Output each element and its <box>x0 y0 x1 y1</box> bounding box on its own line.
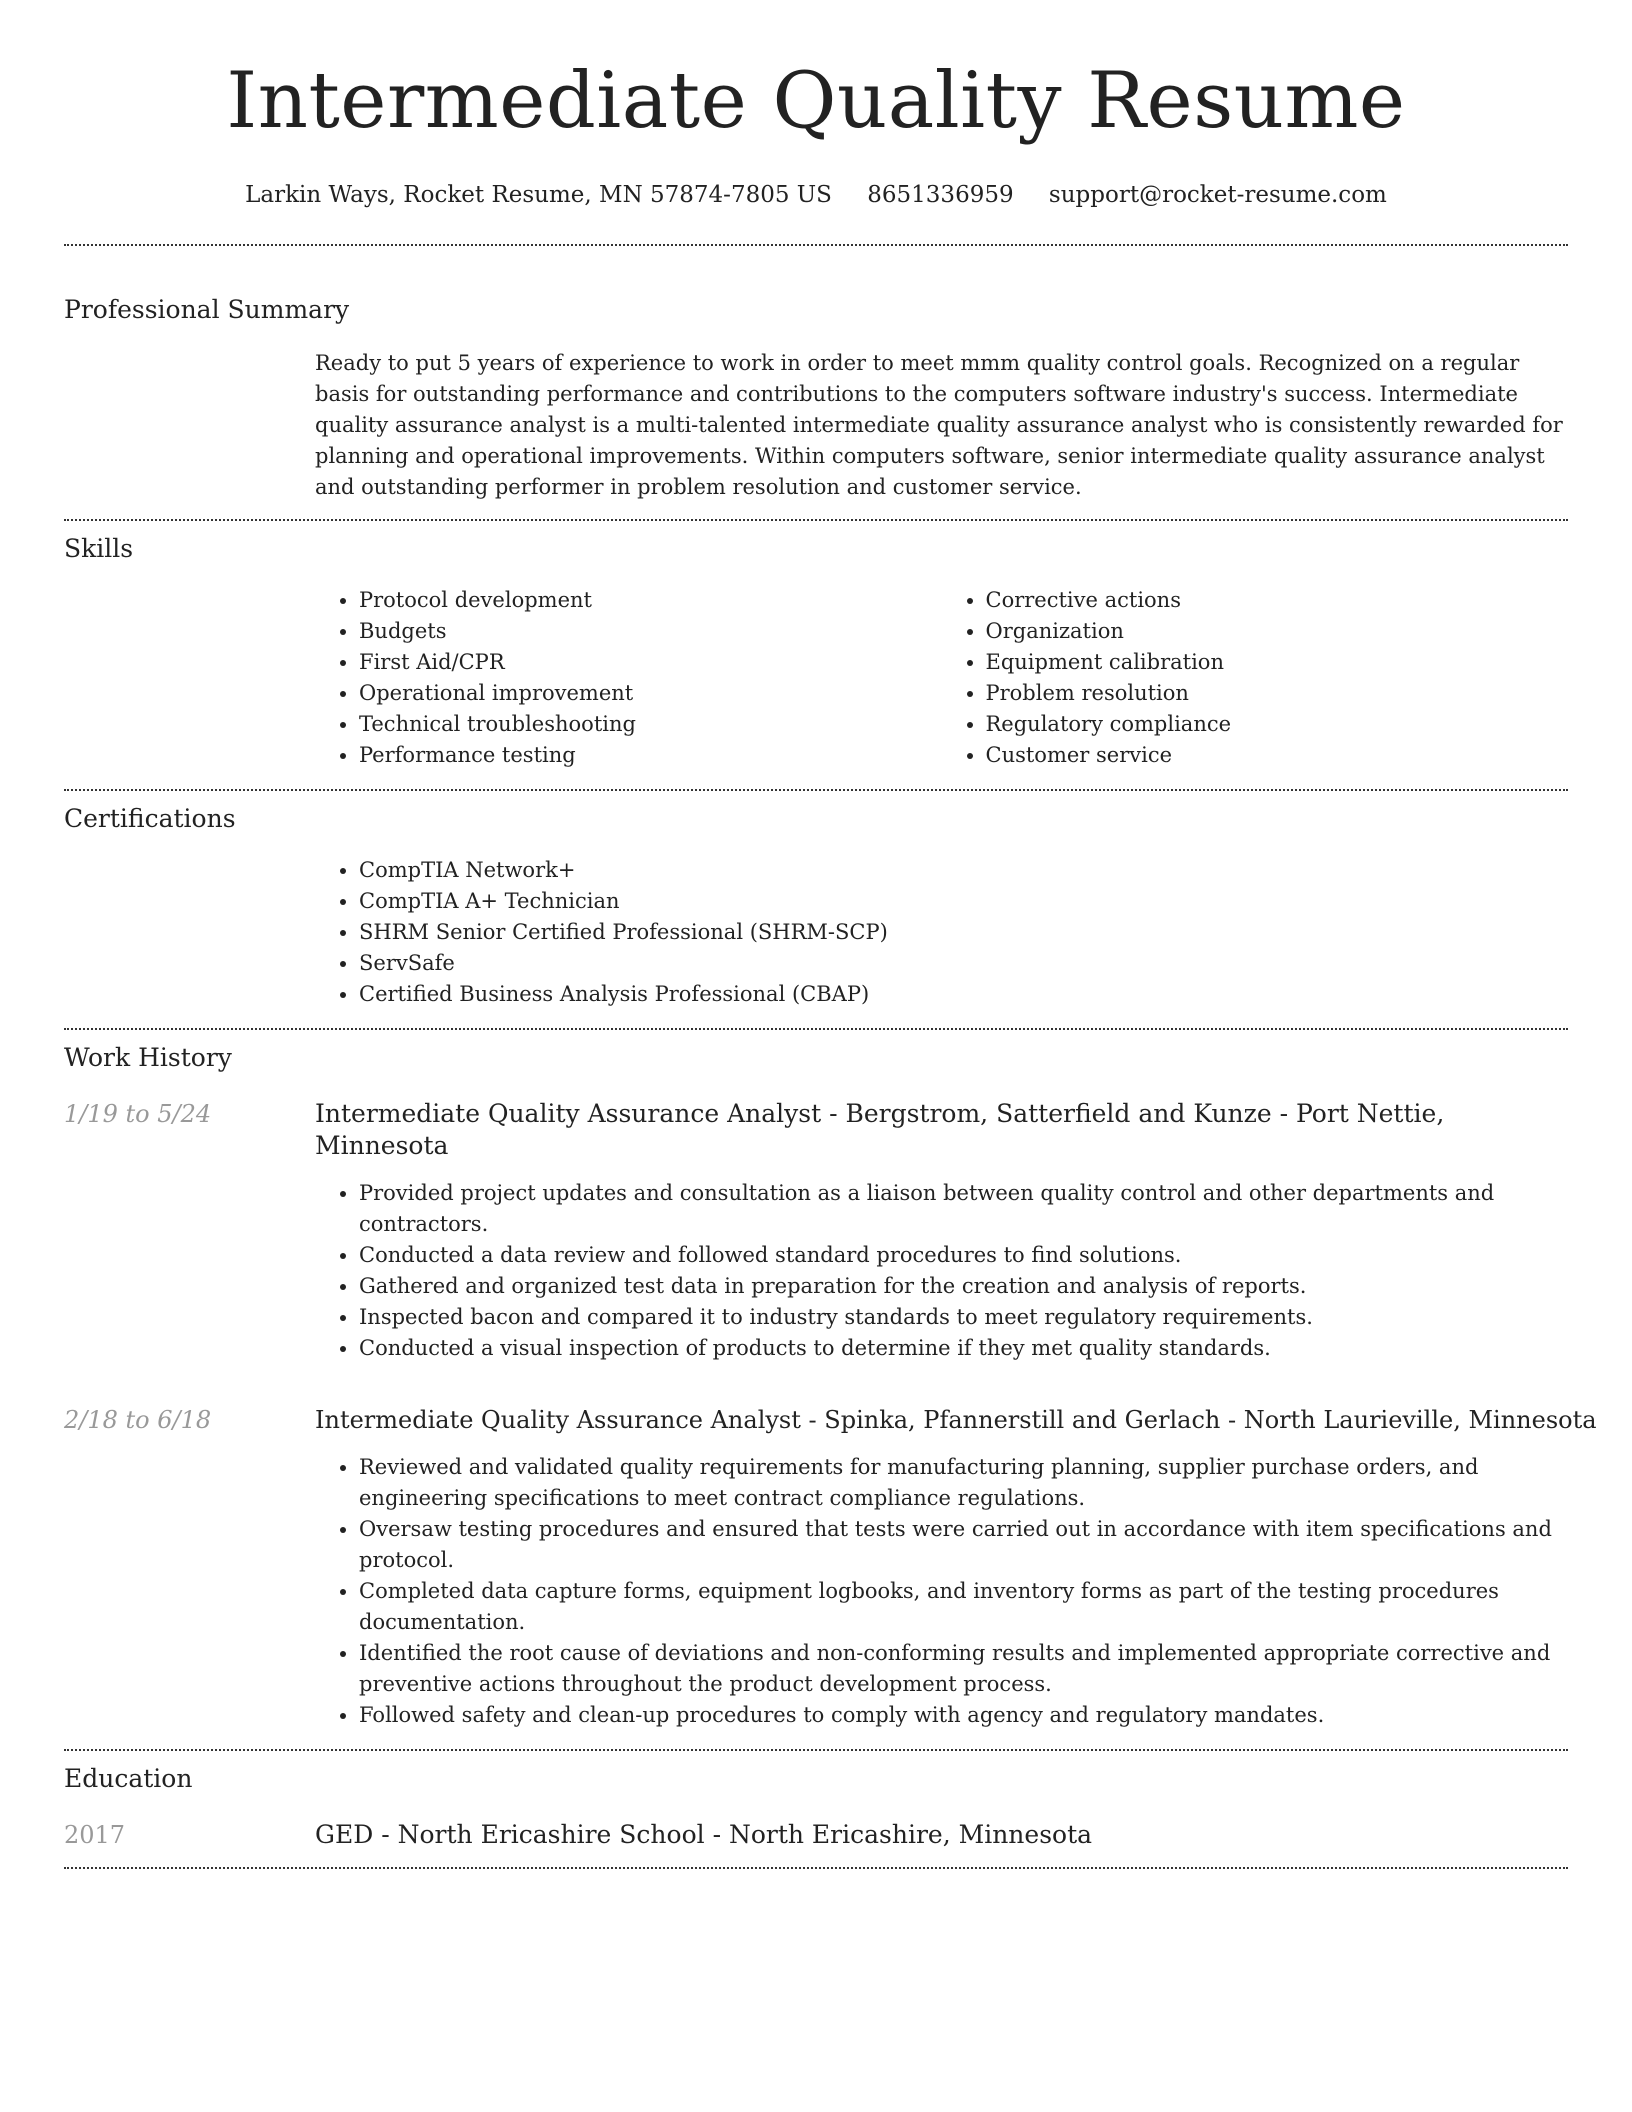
job-entry <box>64 1098 1568 1364</box>
skills-list-left <box>315 585 942 771</box>
list-item: • Operational improvement <box>359 678 942 709</box>
job-entry <box>64 1404 1597 1731</box>
list-item: • Conducted a data review and followed standard procedures to find solutions. <box>359 1240 1568 1271</box>
list-item: • Problem resolution <box>986 678 1569 709</box>
divider <box>64 519 1568 521</box>
list-item: • Provided project updates and consultation as a liaison between quality control and other departments and contractors. <box>359 1178 1568 1240</box>
job-body <box>315 1404 1597 1731</box>
divider <box>64 244 1568 246</box>
list-item: • Followed safety and clean-up procedures to comply with agency and regulatory mandates. <box>359 1700 1597 1731</box>
list-item: • Conducted a visual inspection of products to determine if they met quality standards. <box>359 1333 1568 1364</box>
job-title: Intermediate Quality Assurance Analyst - Bergstrom, Satterfield and Kunze - Port Nettie, Minnesota <box>315 1099 1445 1160</box>
certifications-list <box>315 855 1568 1010</box>
contact-line <box>64 180 1568 210</box>
list-item: • Technical troubleshooting <box>359 709 942 740</box>
education-title: Education <box>64 1764 193 1793</box>
resume-name: Intermediate Quality Resume <box>226 56 1406 146</box>
job-title: Intermediate Quality Assurance Analyst - Spinka, Pfannerstill and Gerlach - North Laurieville, Minnesota <box>315 1406 1597 1434</box>
list-item: • Certified Business Analysis Professional (CBAP) <box>359 979 1568 1010</box>
education-body <box>315 1819 1568 1851</box>
education-entry <box>64 1819 1568 1867</box>
list-item: • Budgets <box>359 616 942 647</box>
skills-grid <box>315 585 1568 789</box>
job-bullets <box>315 1452 1597 1731</box>
contact-address: Larkin Ways, Rocket Resume, MN 57874-7805 US <box>245 182 832 208</box>
contact-phone: 8651336959 <box>867 182 1014 208</box>
list-item: • Corrective actions <box>986 585 1569 616</box>
list-item: • ServSafe <box>359 948 1568 979</box>
list-item: • CompTIA A+ Technician <box>359 886 1568 917</box>
job-body <box>315 1098 1568 1364</box>
list-item: • Gathered and organized test data in preparation for the creation and analysis of reports. <box>359 1271 1568 1302</box>
list-item: • CompTIA Network+ <box>359 855 1568 886</box>
work-section <box>64 1042 1597 1749</box>
list-item: • Performance testing <box>359 740 942 771</box>
certifications-title: Certifications <box>64 804 236 833</box>
list-item: • First Aid/CPR <box>359 647 942 678</box>
list-item: • Reviewed and validated quality requirements for manufacturing planning, supplier purchase orders, and engineering specifications to meet contract compliance regulations. <box>359 1452 1597 1514</box>
list-item: • Oversaw testing procedures and ensured that tests were carried out in accordance with item specifications and protocol. <box>359 1514 1597 1576</box>
certifications-content <box>315 855 1568 1028</box>
contact-email: support@rocket-resume.com <box>1048 182 1387 208</box>
work-title: Work History <box>64 1043 232 1072</box>
summary-title: Professional Summary <box>64 295 350 324</box>
summary-text: Ready to put 5 years of experience to work in order to meet mmm quality control goals. Recognized on a regular basis for outstanding performance and contributions to the computers software industry's success. Intermediate quality assurance analyst is a multi-talented intermediate quality assurance analyst who is consistently rewarded for planning and operational improvements. Within computers software, senior intermediate quality assurance analyst and outstanding performer in problem resolution and customer service. <box>315 351 1563 499</box>
list-item: • Identified the root cause of deviations and non-conforming results and implemented appropriate corrective and preventive actions throughout the product development process. <box>359 1638 1597 1700</box>
list-item: • Customer service <box>986 740 1569 771</box>
skills-list-right <box>942 585 1569 771</box>
list-item: • Organization <box>986 616 1569 647</box>
list-item: • Completed data capture forms, equipment logbooks, and inventory forms as part of the testing procedures documentation. <box>359 1576 1597 1638</box>
education-entry-title: GED - North Ericashire School - North Ericashire, Minnesota <box>315 1820 1093 1849</box>
skills-title: Skills <box>64 534 134 563</box>
education-section <box>64 1763 1568 1867</box>
education-year: 2017 <box>64 1821 126 1849</box>
divider <box>64 1749 1568 1751</box>
list-item: • SHRM Senior Certified Professional (SHRM-SCP) <box>359 917 1568 948</box>
job-dates: 1/19 to 5/24 <box>64 1100 212 1128</box>
summary-content <box>315 348 1568 519</box>
list-item: • Inspected bacon and compared it to industry standards to meet regulatory requirements. <box>359 1302 1568 1333</box>
summary-section <box>64 294 1568 519</box>
job-bullets <box>315 1178 1568 1364</box>
certifications-section <box>64 803 1568 1028</box>
list-item: • Regulatory compliance <box>986 709 1569 740</box>
divider <box>64 1867 1568 1869</box>
skills-section <box>64 533 1568 789</box>
divider <box>64 789 1568 791</box>
divider <box>64 1028 1568 1030</box>
job-dates: 2/18 to 6/18 <box>64 1406 212 1434</box>
list-item: • Equipment calibration <box>986 647 1569 678</box>
list-item: • Protocol development <box>359 585 942 616</box>
